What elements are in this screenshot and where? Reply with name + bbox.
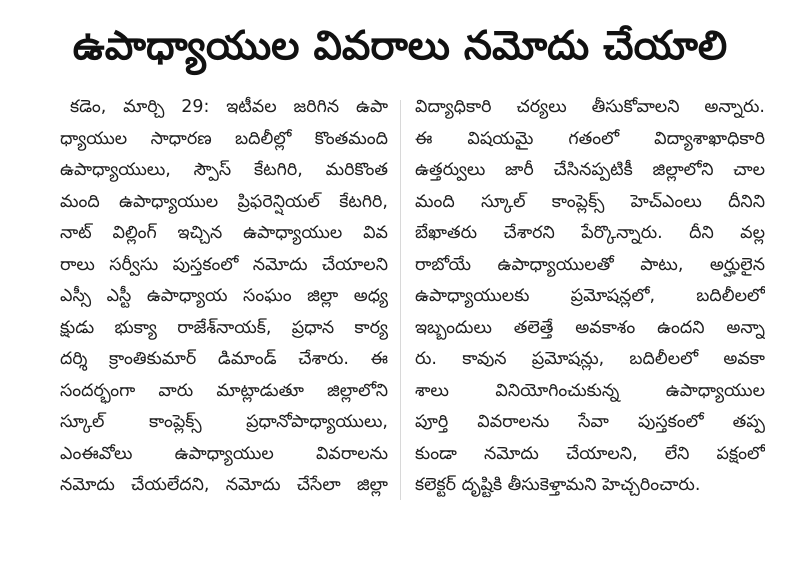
text-line: స్కూల్ కాంప్లెక్స్ ప్రధానోపాధ్యాయులు, (60, 412, 388, 432)
text-line: సందర్భంగా వారు మాట్లాడుతూ జిల్లాలోని (60, 380, 388, 401)
text-line: మంది స్కూల్ కాంప్లెక్స్ హెచ్ఎంలు దీనిని (415, 191, 765, 212)
text-line: కలెక్టర్ దృష్టికి తీసుకెళ్తామని హెచ్చరించారు. (415, 475, 701, 495)
text-line: ఈ విషయమై గతంలో విద్యాశాఖాధికారి (415, 128, 765, 149)
text-line: క్షుడు భుక్యా రాజేశ్‌నాయక్, ప్రధాన కార్య (60, 317, 388, 338)
text-line: బేఖాతరు చేశారని పేర్కొన్నారు. దీని వల్ల (415, 223, 765, 243)
headline: ఉపాధ్యాయుల వివరాలు నమోదు చేయాలి (72, 23, 728, 69)
text-line: శాలు వినియోగించుకున్న ఉపాధ్యాయుల (415, 380, 765, 401)
text-line: విద్యాధికారి చర్యలు తీసుకోవాలని అన్నారు. (415, 97, 765, 117)
text-line: ఇబ్బందులు తలెత్తే అవకాశం ఉందని అన్నా (415, 317, 765, 338)
text-line: దర్శి క్రాంతికుమార్ డిమాండ్ చేశారు. ఈ (60, 349, 388, 369)
text-line: ధ్యాయుల సాధారణ బదిలీల్లో కొంతమంది (60, 128, 388, 149)
text-line: కడెం, మార్చి 29: ఇటీవల జరిగిన ఉపా (70, 97, 388, 117)
text-line: పూర్తి వివరాలను సేవా పుస్తకంలో తప్ప (415, 412, 765, 432)
text-line: ఎస్సీ ఎస్టీ ఉపాధ్యాయ సంఘం జిల్లా అధ్య (60, 286, 388, 306)
text-line: నమోదు చేయలేదని, నమోదు చేసేలా జిల్లా (60, 475, 388, 495)
text-line: రు. కావున ప్రమోషన్లు, బదిలీలలో అవకా (415, 349, 765, 369)
text-line: మంది ఉపాధ్యాయుల ప్రిఫరెన్షియల్ కేటగిరి, (60, 191, 388, 212)
text-line: కుండా నమోదు చేయాలని, లేని పక్షంలో (415, 443, 765, 464)
text-line: ఉత్తర్వులు జారీ చేసినప్పటికీ జిల్లాలోని చాల (415, 160, 765, 180)
right-column (415, 92, 765, 502)
text-line: ఎంఈవోలు ఉపాధ్యాయుల వివరాలను (60, 443, 388, 464)
column-divider (400, 100, 401, 500)
left-column (60, 92, 388, 502)
text-line: ఉపాధ్యాయులు, స్పౌస్ కేటగిరి, మరికొంత (60, 160, 388, 180)
text-line: ఉపాధ్యాయులకు ప్రమోషన్లలో, బదిలీలలో (415, 286, 765, 306)
text-line: రాబోయే ఉపాధ్యాయులతో పాటు, అర్హులైన (415, 254, 765, 275)
text-line: నాట్ విల్లింగ్ ఇచ్చిన ఉపాధ్యాయుల వివ (60, 223, 388, 243)
text-line: రాలు సర్వీసు పుస్తకంలో నమోదు చేయాలని (60, 254, 388, 275)
